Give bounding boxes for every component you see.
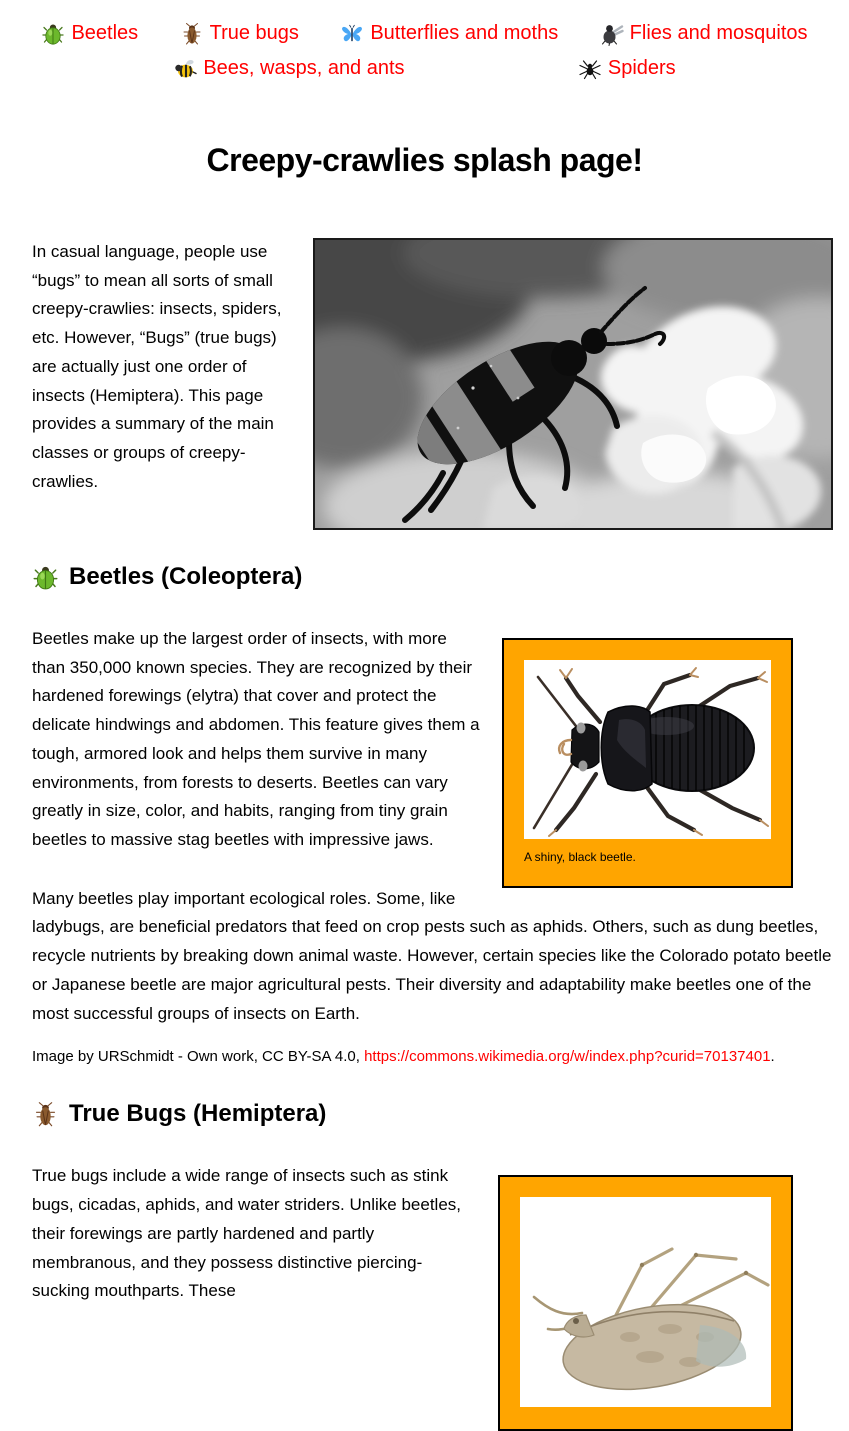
spider-icon — [578, 57, 602, 81]
beetles-paragraph-1: Beetles make up the largest order of insects, with more than 350,000 known species. They are recognized by their hardened forewings (elytra) that cover and protect the delicate hindwings and abdomen. This feature gives them a tough, armored look and helps them survive in many environments, from forests to deserts. Beetles can vary greatly in size, color, and habits, ranging from tiny grain beetles to massive stag beetles with impressive jaws. — [32, 629, 480, 850]
beetles-section — [32, 563, 833, 1067]
truebugs-paragraph-1: True bugs include a wide range of insects such as stink bugs, cicadas, aphids, and water striders. Unlike beetles, their forewings are partly hardened and partly membranous, and they possess distinctive piercing-sucking mouthparts. These — [32, 1166, 462, 1301]
nav-link-label: Spiders — [607, 57, 676, 79]
nav-link-butterflies[interactable] — [340, 16, 558, 51]
beetle-figure — [502, 638, 793, 888]
image-attribution — [32, 1046, 833, 1067]
category-nav — [0, 0, 849, 86]
intro-paragraph: In casual language, people use “bugs” to mean all sorts of small creepy-crawlies: insects, spiders, etc. However, “Bugs” (true bugs) are actually just one order of insects (Hemiptera). This page provides a summary of the main classes or groups of creepy-crawlies. — [32, 242, 282, 491]
nav-link-beetles[interactable] — [41, 16, 138, 51]
beetles-heading — [32, 563, 833, 591]
intro-photo — [313, 238, 833, 530]
intro-section — [32, 238, 833, 530]
page-title: Creepy-crawlies splash page! — [206, 142, 643, 178]
nav-link-flies[interactable] — [600, 16, 808, 51]
nav-link-bees[interactable] — [173, 51, 404, 86]
attribution-period: . — [770, 1048, 775, 1066]
truebugs-heading — [32, 1100, 833, 1128]
nav-link-true-bugs[interactable] — [180, 16, 299, 51]
truebugs-section — [32, 1100, 833, 1306]
cockroach-icon — [180, 22, 204, 46]
nav-link-label: True bugs — [209, 22, 299, 44]
beetle-icon — [32, 564, 59, 591]
true-bug-image — [520, 1197, 771, 1407]
beetles-heading-text: Beetles (Coleoptera) — [69, 563, 303, 590]
truebugs-heading-text: True Bugs (Hemiptera) — [69, 1100, 327, 1128]
fly-icon — [600, 22, 624, 46]
nav-link-spiders[interactable] — [578, 51, 676, 86]
nav-link-label: Flies and mosquitos — [629, 22, 808, 44]
nav-link-label: Beetles — [71, 22, 139, 44]
nav-link-label: Butterflies and moths — [370, 22, 559, 44]
beetle-figure-caption: A shiny, black beetle. — [524, 850, 636, 864]
truebug-figure — [498, 1175, 793, 1431]
bee-icon — [173, 57, 197, 81]
butterfly-icon — [340, 22, 364, 46]
black-beetle-image — [524, 660, 771, 839]
attribution-link[interactable]: https://commons.wikimedia.org/w/index.php?curid=70137401 — [364, 1048, 771, 1066]
beetles-paragraph-2: Many beetles play important ecological roles. Some, like ladybugs, are beneficial predators that feed on crop pests such as aphids. Others, such as dung beetles, recycle nutrients by breaking down animal waste. However, certain species like the Colorado potato beetle or Japanese beetle are major agricultural pests. Their diversity and adaptability make beetles one of the most successful groups of insects on Earth. — [32, 888, 832, 1023]
beetle-icon — [41, 22, 65, 46]
attribution-text: Image by URSchmidt - Own work, CC BY-SA 4.0, — [32, 1048, 365, 1066]
nav-link-label: Bees, wasps, and ants — [203, 57, 405, 79]
cockroach-icon — [32, 1101, 59, 1128]
